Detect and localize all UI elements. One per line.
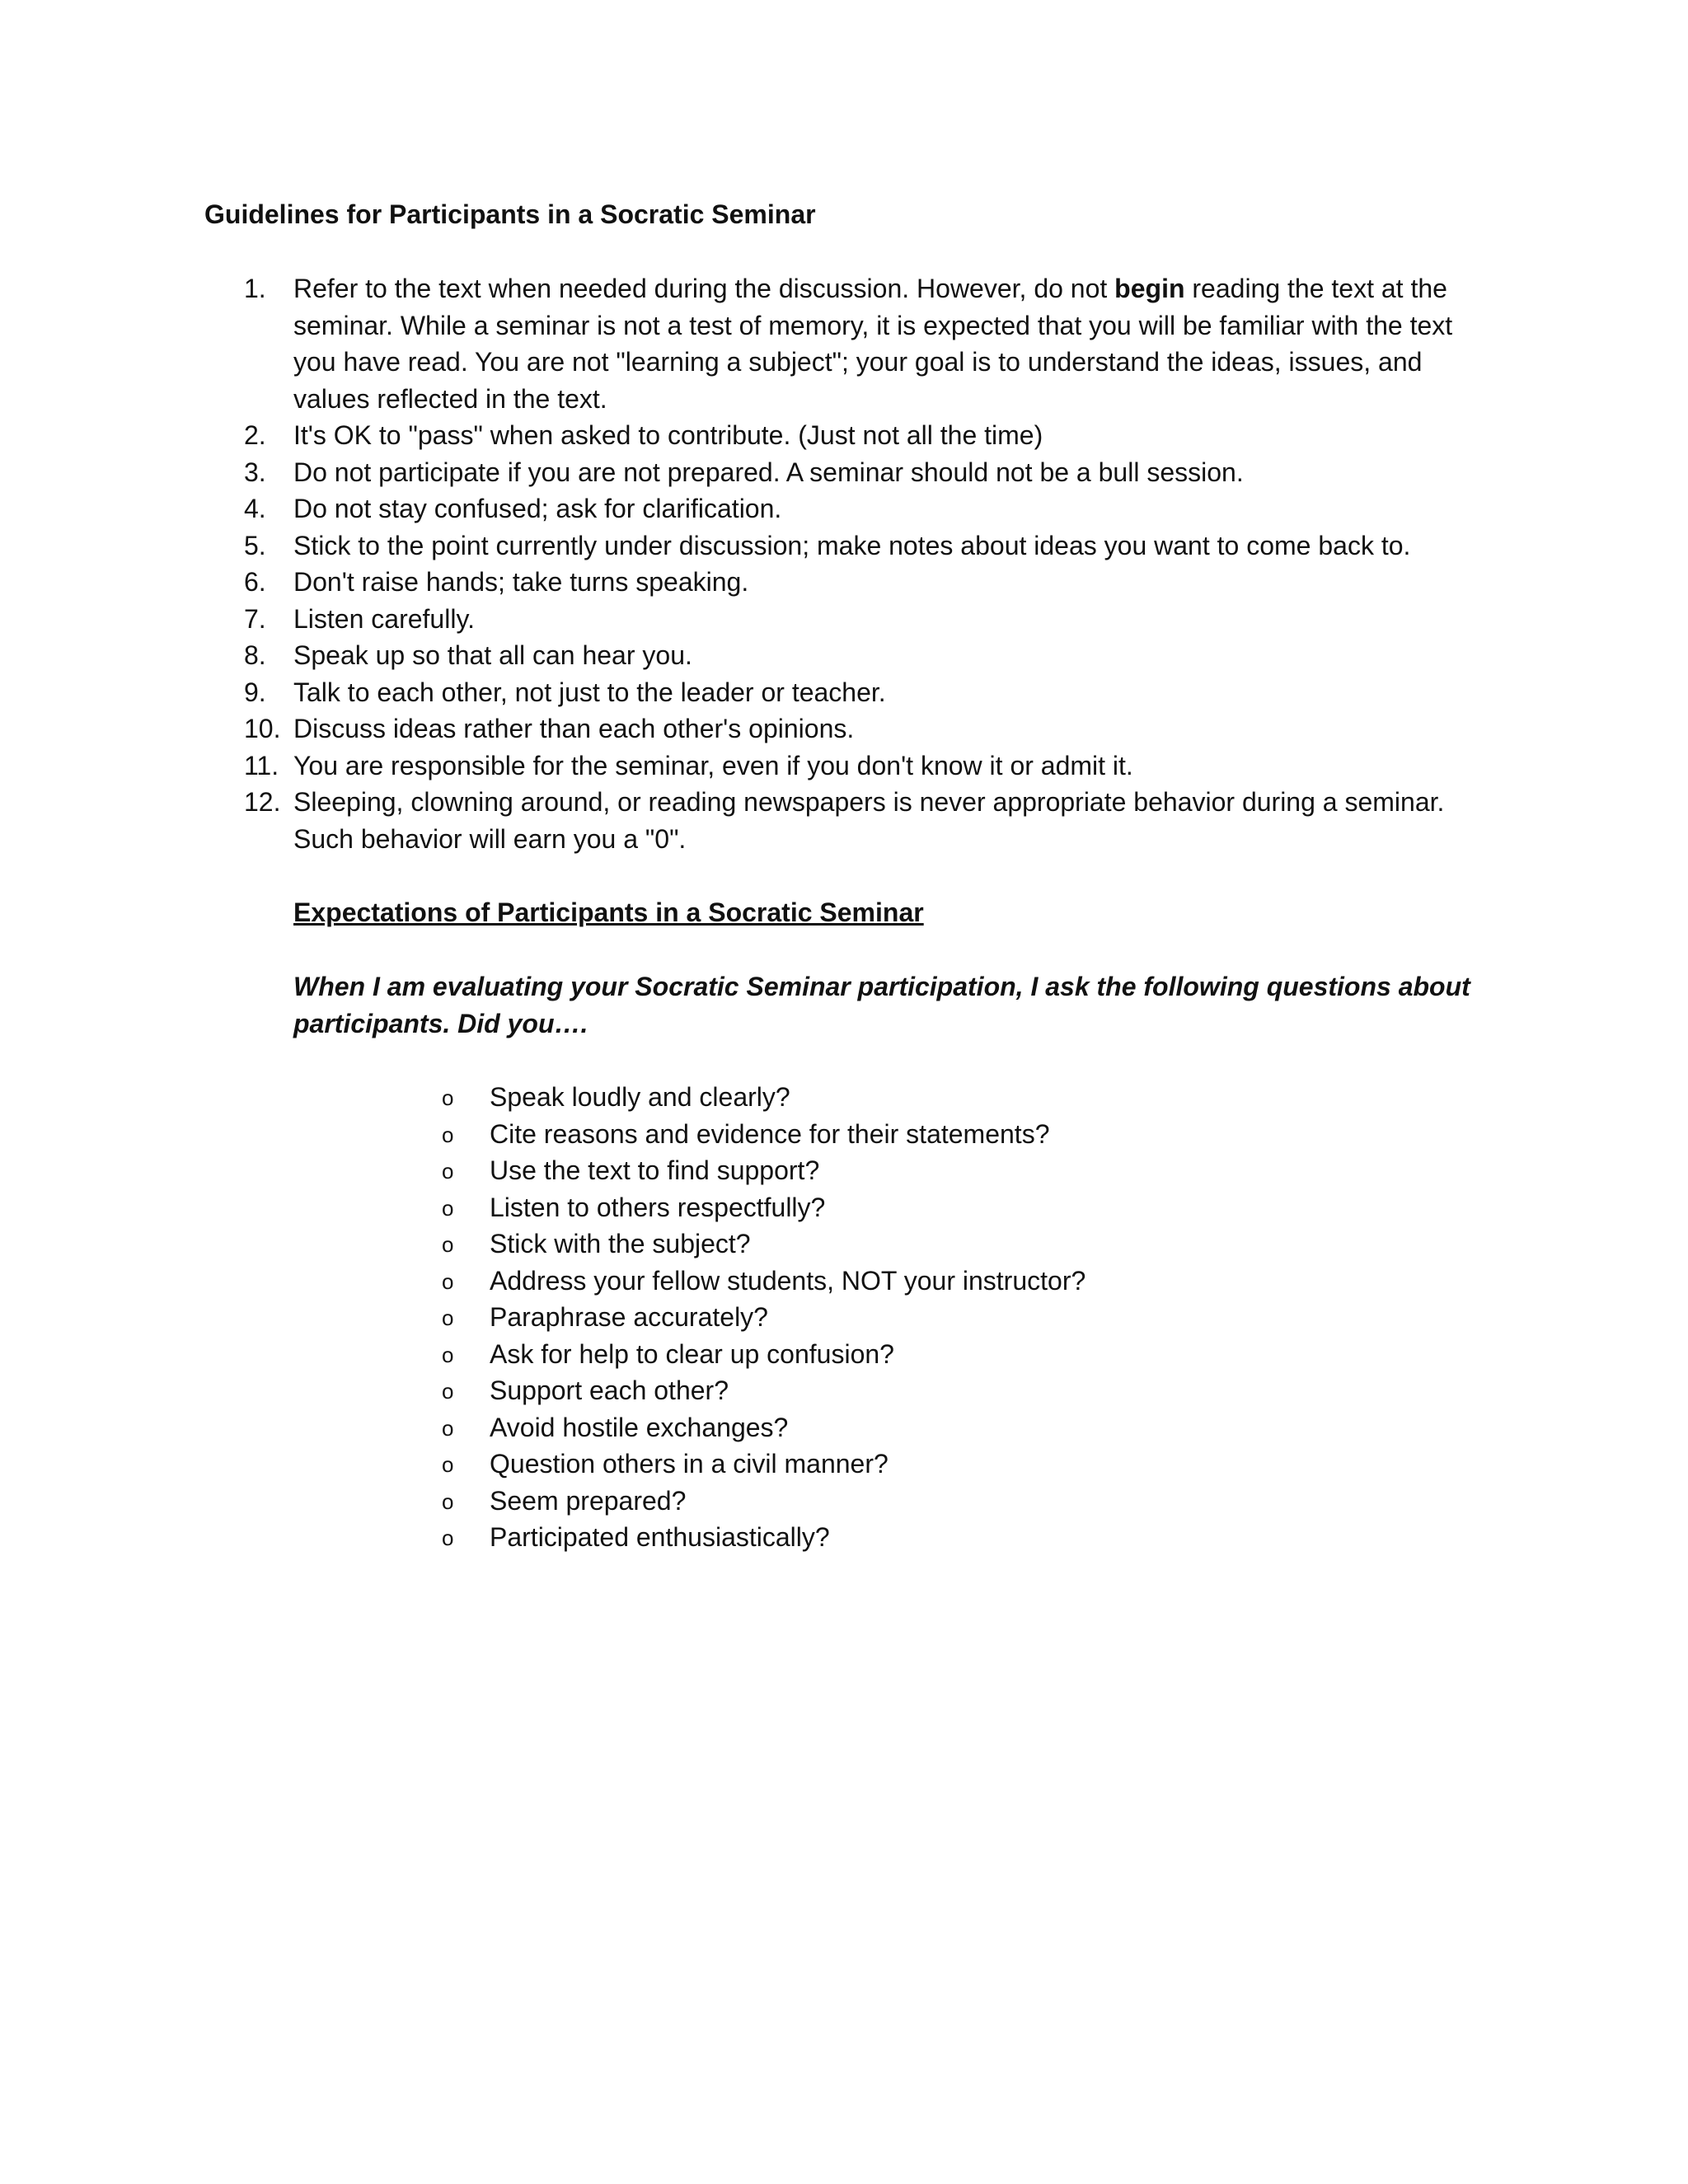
question-text: Address your fellow students, NOT your instructor? — [490, 1265, 1086, 1296]
guideline-item-8 — [244, 637, 1497, 674]
guideline-text: Speak up so that all can hear you. — [293, 640, 692, 670]
guideline-text: Don't raise hands; take turns speaking. — [293, 567, 749, 597]
guideline-number: 3. — [244, 457, 266, 487]
circle-bullet-icon: o — [442, 1159, 454, 1183]
circle-bullet-icon: o — [442, 1305, 454, 1330]
question-text: Cite reasons and evidence for their statements? — [490, 1118, 1050, 1149]
question-item — [438, 1116, 1085, 1153]
guideline-number: 6. — [244, 567, 266, 597]
circle-bullet-icon: o — [442, 1415, 454, 1441]
guideline-text: Do not stay confused; ask for clarification. — [293, 494, 782, 523]
guideline-number: 9. — [244, 677, 266, 707]
guideline-number: 4. — [244, 494, 266, 523]
guideline-item-1 — [244, 270, 1497, 417]
guideline-item-11 — [244, 748, 1497, 785]
guideline-number: 11. — [244, 750, 279, 780]
guideline-number: 1. — [244, 274, 266, 303]
question-text: Avoid hostile exchanges? — [490, 1412, 789, 1442]
guideline-text: Listen carefully. — [293, 603, 475, 634]
guideline-text: Talk to each other, not just to the leader or teacher. — [293, 677, 886, 707]
question-item — [438, 1446, 1085, 1483]
guideline-item-12 — [244, 784, 1497, 857]
circle-bullet-icon: o — [442, 1268, 454, 1294]
question-item — [438, 1519, 1085, 1556]
question-text: Speak loudly and clearly? — [490, 1082, 790, 1112]
expectations-heading: Expectations of Participants in a Socratic Seminar — [293, 898, 924, 927]
circle-bullet-icon: o — [442, 1232, 454, 1257]
question-text: Stick with the subject? — [490, 1229, 751, 1258]
question-item — [438, 1409, 1085, 1446]
circle-bullet-icon: o — [442, 1122, 454, 1147]
guideline-number: 10. — [244, 714, 281, 743]
question-text: Listen to others respectfully? — [490, 1192, 826, 1222]
question-item — [438, 1372, 1085, 1409]
guidelines-list — [244, 270, 1497, 857]
guideline-item-10 — [244, 710, 1497, 748]
circle-bullet-icon: o — [442, 1342, 454, 1367]
circle-bullet-icon: o — [442, 1452, 454, 1477]
question-item — [438, 1226, 1085, 1263]
question-item — [438, 1483, 1085, 1520]
guideline-item-4 — [244, 490, 1497, 527]
guideline-text: It's OK to "pass" when asked to contribute. (Just not all the time) — [293, 420, 1043, 450]
circle-bullet-icon: o — [442, 1085, 454, 1110]
guideline-text: Stick to the point currently under discussion; make notes about ideas you want to come back to. — [293, 530, 1411, 560]
question-text: Seem prepared? — [490, 1485, 687, 1516]
guideline-text: Discuss ideas rather than each other's opinions. — [293, 714, 855, 743]
page-title: Guidelines for Participants in a Socratic Seminar — [204, 199, 816, 229]
question-text: Question others in a civil manner? — [490, 1449, 889, 1479]
question-text: Support each other? — [490, 1376, 729, 1405]
guideline-number: 2. — [244, 420, 266, 450]
question-text: Use the text to find support? — [490, 1155, 820, 1185]
circle-bullet-icon: o — [442, 1195, 454, 1221]
guideline-number: 5. — [244, 530, 266, 560]
question-item — [438, 1189, 1085, 1226]
evaluation-questions-list — [438, 1079, 1085, 1556]
question-text: Ask for help to clear up confusion? — [490, 1338, 894, 1369]
guideline-text: Refer to the text when needed during the discussion. However, do not begin reading the text at the seminar. While a seminar is not a test of memory, it is expected that you will be familiar with the text you have read. You are not "learning a subject"; your goal is to understand the ideas, issues, and values reflected in the text. — [293, 274, 1453, 414]
guideline-text: Sleeping, clowning around, or reading newspapers is never appropriate behavior during a seminar. Such behavior will earn you a "0". — [293, 787, 1445, 854]
circle-bullet-icon: o — [442, 1379, 454, 1404]
question-text: Paraphrase accurately? — [490, 1302, 768, 1332]
question-item — [438, 1152, 1085, 1189]
guideline-number: 7. — [244, 603, 266, 634]
question-item — [438, 1336, 1085, 1373]
guideline-number: 8. — [244, 640, 266, 670]
guideline-item-2 — [244, 417, 1497, 454]
question-item — [438, 1299, 1085, 1336]
circle-bullet-icon: o — [442, 1488, 454, 1514]
guideline-item-3 — [244, 454, 1497, 491]
guideline-item-9 — [244, 674, 1497, 711]
question-item — [438, 1263, 1085, 1300]
guideline-item-7 — [244, 601, 1497, 638]
question-item — [438, 1079, 1085, 1116]
guideline-item-6 — [244, 564, 1497, 601]
guideline-number: 12. — [244, 787, 281, 817]
guideline-item-5 — [244, 527, 1497, 565]
guideline-text: Do not participate if you are not prepared. A seminar should not be a bull session. — [293, 457, 1244, 487]
emphasis-begin: begin — [1114, 274, 1185, 303]
question-text: Participated enthusiastically? — [490, 1522, 830, 1552]
evaluation-intro: When I am evaluating your Socratic Seminar participation, I ask the following questions about participants. Did you…. — [293, 972, 1470, 1038]
circle-bullet-icon: o — [442, 1526, 454, 1550]
guideline-text: You are responsible for the seminar, even if you don't know it or admit it. — [293, 750, 1133, 780]
